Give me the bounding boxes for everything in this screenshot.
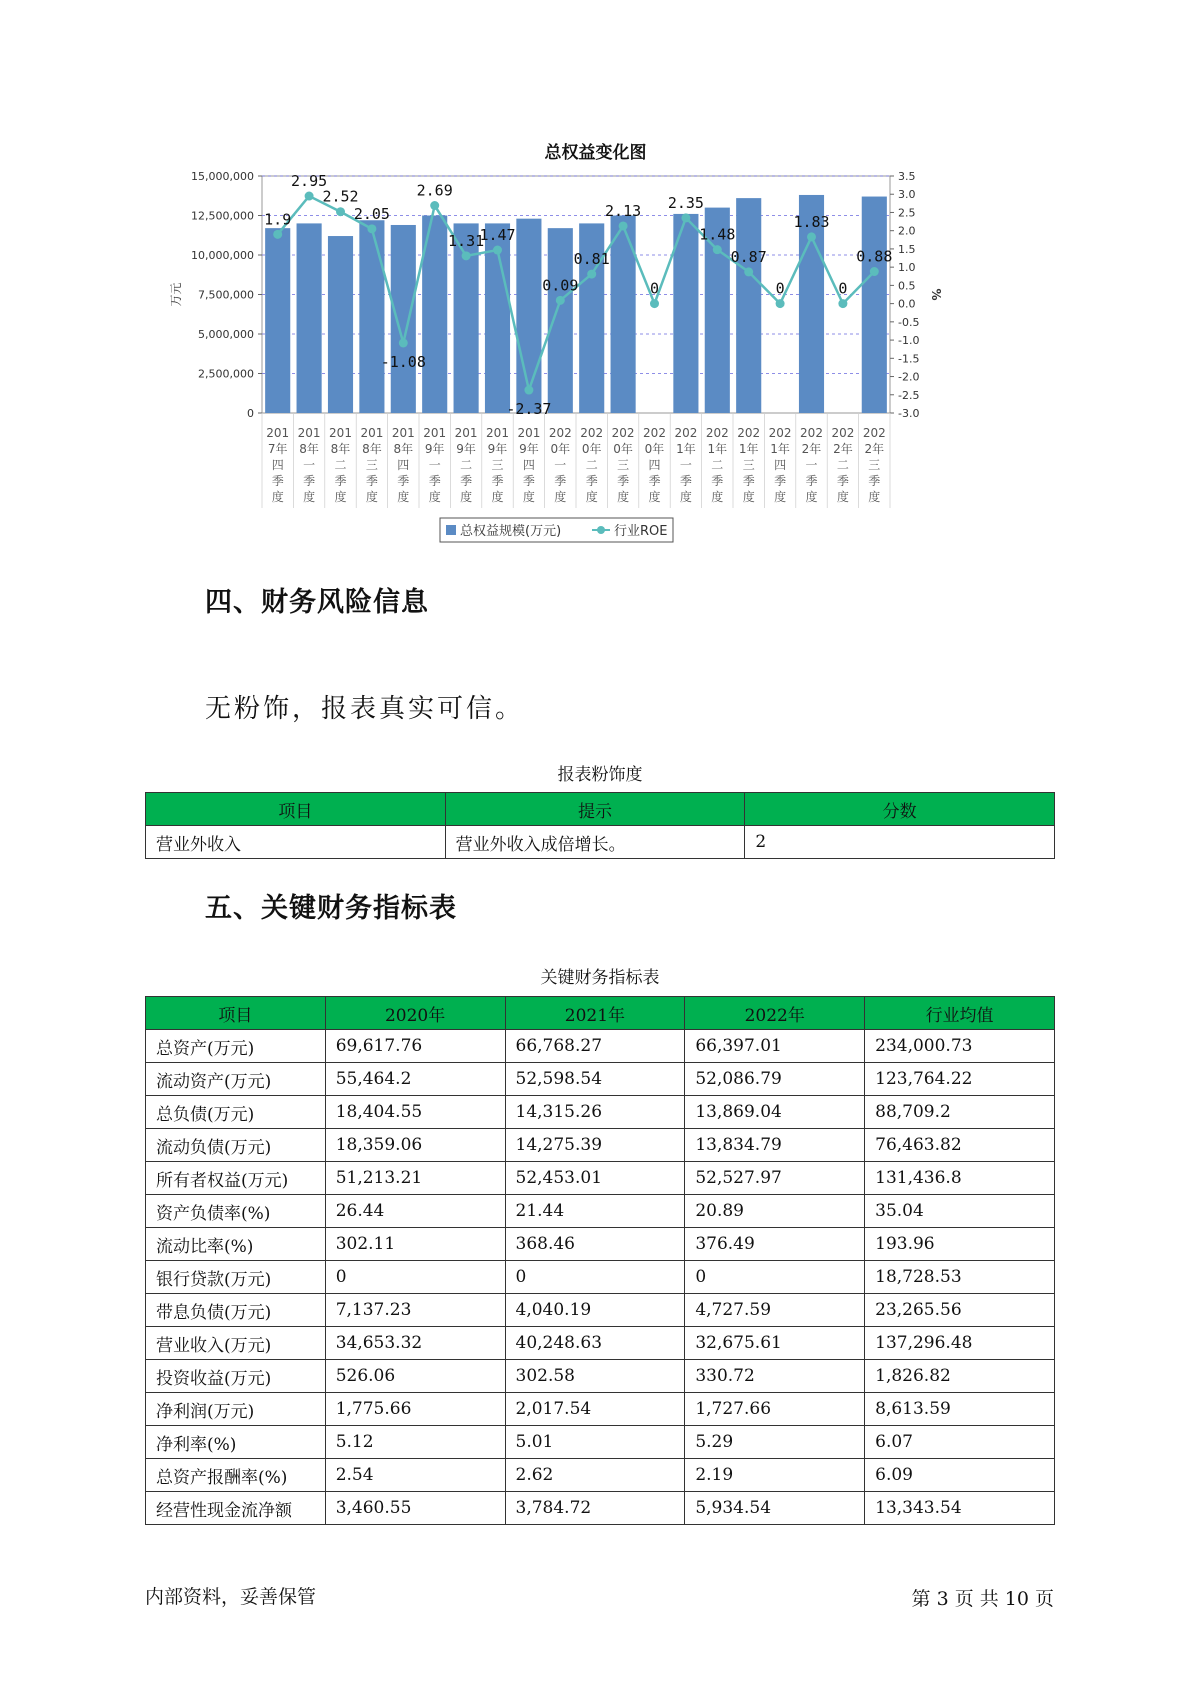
kpi-table-cell: 18,728.53 xyxy=(865,1261,1055,1294)
x-tick-label: 度 xyxy=(460,490,473,504)
x-tick-label: 三 xyxy=(868,458,881,472)
x-tick-label: 202 xyxy=(800,426,823,440)
x-tick-label: 季 xyxy=(522,474,535,488)
roe-point xyxy=(336,207,345,216)
x-tick-label: 202 xyxy=(862,426,886,440)
kpi-table-row xyxy=(146,1030,1055,1063)
x-tick-label: 度 xyxy=(805,490,818,504)
x-tick-label: 9年 xyxy=(487,442,508,456)
roe-data-label: 2.35 xyxy=(667,193,704,212)
x-tick-label: 1年 xyxy=(707,442,728,456)
x-tick-label: 7年 xyxy=(267,442,288,456)
risk-table-row xyxy=(146,826,1055,859)
x-tick-label: 8年 xyxy=(362,442,382,456)
roe-data-label: -1.08 xyxy=(380,352,426,371)
x-tick-label: 0年 xyxy=(613,442,633,456)
x-tick-label: 度 xyxy=(711,490,724,504)
kpi-table-cell: 0 xyxy=(685,1261,865,1294)
x-tick-label: 四 xyxy=(522,458,535,472)
right-tick-label: 2.0 xyxy=(898,224,916,238)
roe-point xyxy=(430,201,439,210)
bar xyxy=(297,223,322,413)
x-tick-label: 201 xyxy=(454,426,478,440)
x-tick-label: 度 xyxy=(648,490,661,504)
bar xyxy=(862,197,887,413)
x-tick-label: 三 xyxy=(491,458,504,472)
kpi-table-header-cell: 2021年 xyxy=(505,997,685,1030)
kpi-table-cell: 18,404.55 xyxy=(325,1096,505,1129)
x-tick-label: 2年 xyxy=(801,442,822,456)
x-tick-label: 8年 xyxy=(330,442,351,456)
kpi-table-cell: 所有者权益(万元) xyxy=(146,1162,326,1195)
kpi-table-cell: 8,613.59 xyxy=(865,1393,1055,1426)
x-tick-label: 度 xyxy=(303,490,316,504)
risk-table-cell: 2 xyxy=(745,826,1055,859)
x-tick-label: 度 xyxy=(522,490,535,504)
x-tick-label: 三 xyxy=(365,458,378,472)
kpi-table-cell: 131,436.8 xyxy=(865,1162,1055,1195)
x-tick-label: 201 xyxy=(266,426,290,440)
kpi-table-header-cell: 2020年 xyxy=(325,997,505,1030)
right-tick-label: 3.5 xyxy=(898,170,916,183)
x-tick-label: 1年 xyxy=(738,442,759,456)
kpi-table-cell: 3,460.55 xyxy=(325,1492,505,1525)
roe-data-label: 0 xyxy=(775,279,785,298)
x-tick-label: 2年 xyxy=(833,442,853,456)
right-tick-label: -0.5 xyxy=(898,315,920,329)
x-tick-label: 季 xyxy=(554,474,567,488)
x-tick-label: 202 xyxy=(611,426,635,440)
roe-data-label: 0.81 xyxy=(573,250,610,269)
kpi-table-cell: 1,826.82 xyxy=(865,1360,1055,1393)
kpi-table-cell: 302.58 xyxy=(505,1360,685,1393)
x-tick-label: 季 xyxy=(334,474,347,488)
x-tick-label: 1年 xyxy=(676,442,696,456)
kpi-table-cell: 18,359.06 xyxy=(325,1129,505,1162)
kpi-table-cell: 6.09 xyxy=(865,1459,1055,1492)
risk-table-caption: 报表粉饰度 xyxy=(557,765,643,785)
left-tick-label: 12,500,000 xyxy=(191,209,254,223)
kpi-table-cell: 13,869.04 xyxy=(685,1096,865,1129)
left-tick-label: 10,000,000 xyxy=(191,249,254,262)
left-tick-label: 15,000,000 xyxy=(191,170,254,183)
kpi-table-cell: 5.01 xyxy=(505,1426,685,1459)
kpi-table-row xyxy=(146,1426,1055,1459)
x-tick-label: 202 xyxy=(705,426,729,440)
x-tick-label: 季 xyxy=(491,474,504,488)
left-tick-label: 5,000,000 xyxy=(198,328,254,341)
x-tick-label: 9年 xyxy=(519,442,539,456)
x-tick-label: 0年 xyxy=(644,442,665,456)
kpi-table-row xyxy=(146,1327,1055,1360)
roe-point xyxy=(776,299,785,308)
kpi-table-cell: 4,040.19 xyxy=(505,1294,685,1327)
risk-table xyxy=(145,792,1055,859)
roe-point xyxy=(462,251,471,260)
roe-data-label: 1.83 xyxy=(793,212,830,231)
risk-table-cell: 营业外收入成倍增长。 xyxy=(445,826,745,859)
bar xyxy=(516,219,541,413)
kpi-table-cell: 52,598.54 xyxy=(505,1063,685,1096)
roe-point xyxy=(713,245,722,254)
x-tick-label: 季 xyxy=(711,474,724,488)
x-tick-label: 四 xyxy=(774,458,787,472)
footer-confidential: 内部资料，妥善保管 xyxy=(145,1586,317,1608)
x-tick-label: 一 xyxy=(679,458,692,472)
section-4-text: 无粉饰，报表真实可信。 xyxy=(205,694,525,724)
x-tick-label: 9年 xyxy=(456,442,476,456)
kpi-table-row xyxy=(146,1261,1055,1294)
roe-point xyxy=(524,386,533,395)
kpi-table-cell: 14,275.39 xyxy=(505,1129,685,1162)
roe-point xyxy=(556,296,565,305)
right-tick-label: 2.5 xyxy=(898,206,916,220)
x-tick-label: 8年 xyxy=(393,442,414,456)
roe-data-label: -2.37 xyxy=(506,400,552,419)
risk-table-cell: 营业外收入 xyxy=(146,826,446,859)
kpi-table-cell: 4,727.59 xyxy=(685,1294,865,1327)
footer-page-number: 第 3 页 共 10 页 xyxy=(911,1588,1054,1610)
roe-data-label: 2.95 xyxy=(291,172,328,191)
kpi-table-cell: 66,397.01 xyxy=(685,1030,865,1063)
x-tick-label: 四 xyxy=(271,458,284,472)
section-5-heading: 五、关键财务指标表 xyxy=(205,893,457,924)
roe-point xyxy=(493,246,502,255)
x-tick-label: 季 xyxy=(742,474,755,488)
risk-table-header-cell: 分数 xyxy=(745,793,1055,826)
x-tick-label: 季 xyxy=(679,474,692,488)
kpi-table-cell: 净利率(%) xyxy=(146,1426,326,1459)
kpi-table-cell: 银行贷款(万元) xyxy=(146,1261,326,1294)
kpi-table-cell: 55,464.2 xyxy=(325,1063,505,1096)
x-tick-label: 201 xyxy=(423,426,447,440)
roe-data-label: 2.05 xyxy=(353,204,390,223)
left-tick-label: 0 xyxy=(247,407,254,420)
roe-data-label: 0.09 xyxy=(542,276,579,295)
kpi-table-header-cell: 2022年 xyxy=(685,997,865,1030)
kpi-table-cell: 21.44 xyxy=(505,1195,685,1228)
left-axis-label: 万元 xyxy=(169,282,183,307)
roe-data-label: 2.52 xyxy=(322,187,359,206)
roe-data-label: 0.88 xyxy=(856,247,893,266)
kpi-table-header-cell: 项目 xyxy=(146,997,326,1030)
kpi-table-cell: 35.04 xyxy=(865,1195,1055,1228)
chart-title: 总权益变化图 xyxy=(544,143,647,163)
legend-line-label: 行业ROE xyxy=(614,524,668,539)
x-tick-label: 度 xyxy=(679,490,692,504)
bar xyxy=(265,228,290,413)
kpi-table-row xyxy=(146,1162,1055,1195)
x-tick-label: 度 xyxy=(774,490,787,504)
kpi-table-cell: 302.11 xyxy=(325,1228,505,1261)
kpi-table-row xyxy=(146,1063,1055,1096)
x-tick-label: 一 xyxy=(554,458,567,472)
x-tick-label: 季 xyxy=(365,474,378,488)
roe-point xyxy=(807,232,816,241)
kpi-table-cell: 234,000.73 xyxy=(865,1030,1055,1063)
kpi-table-row xyxy=(146,1360,1055,1393)
x-tick-label: 0年 xyxy=(550,442,571,456)
kpi-table-cell: 76,463.82 xyxy=(865,1129,1055,1162)
right-tick-label: 1.5 xyxy=(898,242,916,256)
x-tick-label: 季 xyxy=(271,474,284,488)
x-tick-label: 9年 xyxy=(424,442,445,456)
kpi-table-cell: 14,315.26 xyxy=(505,1096,685,1129)
roe-point xyxy=(273,230,282,239)
x-tick-label: 201 xyxy=(517,426,541,440)
x-tick-label: 度 xyxy=(428,490,441,504)
kpi-table-cell: 2.19 xyxy=(685,1459,865,1492)
right-tick-label: -2.0 xyxy=(898,370,920,384)
roe-data-label: 0 xyxy=(838,279,848,298)
roe-data-label: 1.47 xyxy=(479,226,516,245)
kpi-table-cell: 88,709.2 xyxy=(865,1096,1055,1129)
kpi-table-cell: 5,934.54 xyxy=(685,1492,865,1525)
x-tick-label: 季 xyxy=(805,474,818,488)
x-tick-label: 二 xyxy=(836,458,849,472)
roe-point xyxy=(870,267,879,276)
kpi-table-row xyxy=(146,1459,1055,1492)
left-tick-label: 7,500,000 xyxy=(198,288,254,302)
kpi-table-row xyxy=(146,1393,1055,1426)
kpi-table-cell: 376.49 xyxy=(685,1228,865,1261)
x-tick-label: 一 xyxy=(805,458,818,472)
x-tick-label: 202 xyxy=(737,426,761,440)
kpi-table-cell: 2.62 xyxy=(505,1459,685,1492)
kpi-table-caption: 关键财务指标表 xyxy=(540,968,660,988)
x-tick-label: 度 xyxy=(868,490,881,504)
kpi-table-cell: 流动负债(万元) xyxy=(146,1129,326,1162)
x-tick-label: 度 xyxy=(334,490,347,504)
x-tick-label: 季 xyxy=(836,474,849,488)
roe-point xyxy=(744,267,753,276)
kpi-table-row xyxy=(146,1096,1055,1129)
kpi-table-cell: 23,265.56 xyxy=(865,1294,1055,1327)
kpi-table-cell: 69,617.76 xyxy=(325,1030,505,1063)
x-tick-label: 201 xyxy=(486,426,509,440)
kpi-table-cell: 32,675.61 xyxy=(685,1327,865,1360)
x-tick-label: 201 xyxy=(360,426,384,440)
x-tick-label: 度 xyxy=(554,490,567,504)
roe-point xyxy=(838,299,847,308)
x-tick-label: 202 xyxy=(580,426,604,440)
left-tick-label: 2,500,000 xyxy=(198,367,254,381)
right-tick-label: 0.0 xyxy=(898,297,916,311)
x-tick-label: 度 xyxy=(585,490,598,504)
legend-line-marker xyxy=(597,526,605,534)
x-tick-label: 2年 xyxy=(864,442,885,456)
x-tick-label: 202 xyxy=(548,426,572,440)
x-tick-label: 度 xyxy=(271,490,284,504)
x-tick-label: 季 xyxy=(397,474,410,488)
x-tick-label: 度 xyxy=(397,490,410,504)
x-tick-label: 季 xyxy=(303,474,316,488)
kpi-table-cell: 7,137.23 xyxy=(325,1294,505,1327)
kpi-table-cell: 经营性现金流净额 xyxy=(146,1492,326,1525)
x-tick-label: 三 xyxy=(742,458,755,472)
kpi-table-cell: 1,727.66 xyxy=(685,1393,865,1426)
kpi-table-cell: 20.89 xyxy=(685,1195,865,1228)
x-tick-label: 202 xyxy=(674,426,698,440)
right-tick-label: 0.5 xyxy=(898,279,916,293)
x-tick-label: 三 xyxy=(617,458,630,472)
x-tick-label: 202 xyxy=(831,426,855,440)
x-tick-label: 二 xyxy=(585,458,598,472)
bar xyxy=(391,225,416,413)
kpi-table-cell: 13,834.79 xyxy=(685,1129,865,1162)
x-tick-label: 四 xyxy=(648,458,661,472)
kpi-table-cell: 52,527.97 xyxy=(685,1162,865,1195)
kpi-table xyxy=(145,996,1055,1525)
roe-point xyxy=(367,224,376,233)
x-tick-label: 度 xyxy=(742,490,755,504)
kpi-table-header-cell: 行业均值 xyxy=(865,997,1055,1030)
roe-data-label: 1.31 xyxy=(448,231,485,250)
kpi-table-row xyxy=(146,1228,1055,1261)
roe-data-label: 0 xyxy=(649,279,660,298)
right-tick-label: 3.0 xyxy=(898,188,916,202)
kpi-table-cell: 1,775.66 xyxy=(325,1393,505,1426)
kpi-table-cell: 51,213.21 xyxy=(325,1162,505,1195)
kpi-table-cell: 330.72 xyxy=(685,1360,865,1393)
kpi-table-cell: 总资产(万元) xyxy=(146,1030,326,1063)
kpi-table-cell: 投资收益(万元) xyxy=(146,1360,326,1393)
x-tick-label: 1年 xyxy=(770,442,790,456)
x-tick-label: 度 xyxy=(365,490,378,504)
x-tick-label: 202 xyxy=(768,426,792,440)
kpi-table-cell: 66,768.27 xyxy=(505,1030,685,1063)
kpi-table-cell: 137,296.48 xyxy=(865,1327,1055,1360)
kpi-table-cell: 5.12 xyxy=(325,1426,505,1459)
section-4-heading: 四、财务风险信息 xyxy=(205,587,429,618)
x-tick-label: 季 xyxy=(868,474,881,488)
x-tick-label: 二 xyxy=(711,458,724,472)
roe-point xyxy=(619,221,628,230)
roe-point xyxy=(587,270,596,279)
x-tick-label: 度 xyxy=(617,490,630,504)
x-tick-label: 一 xyxy=(303,458,316,472)
right-tick-label: -1.0 xyxy=(898,334,920,348)
kpi-table-cell: 总负债(万元) xyxy=(146,1096,326,1129)
kpi-table-cell: 193.96 xyxy=(865,1228,1055,1261)
x-tick-label: 度 xyxy=(836,490,849,504)
bar xyxy=(548,228,573,413)
x-tick-label: 四 xyxy=(397,458,410,472)
roe-point xyxy=(305,192,314,201)
kpi-table-cell: 526.06 xyxy=(325,1360,505,1393)
x-tick-label: 季 xyxy=(585,474,598,488)
roe-point xyxy=(399,338,408,347)
kpi-table-row xyxy=(146,1195,1055,1228)
x-tick-label: 201 xyxy=(391,426,415,440)
kpi-table-cell: 368.46 xyxy=(505,1228,685,1261)
equity-chart xyxy=(150,168,1050,593)
x-tick-label: 二 xyxy=(460,458,473,472)
risk-table-header-cell: 提示 xyxy=(445,793,745,826)
kpi-table-cell: 6.07 xyxy=(865,1426,1055,1459)
risk-table-header-row xyxy=(146,793,1055,826)
x-tick-label: 8年 xyxy=(299,442,319,456)
roe-point xyxy=(650,299,659,308)
right-tick-label: 1.0 xyxy=(898,261,916,275)
kpi-table-cell: 流动比率(%) xyxy=(146,1228,326,1261)
kpi-table-cell: 营业收入(万元) xyxy=(146,1327,326,1360)
legend-bar-label: 总权益规模(万元) xyxy=(460,524,562,539)
bar xyxy=(359,220,384,413)
kpi-table-cell: 34,653.32 xyxy=(325,1327,505,1360)
x-tick-label: 201 xyxy=(297,426,321,440)
kpi-table-row xyxy=(146,1492,1055,1525)
kpi-table-cell: 0 xyxy=(505,1261,685,1294)
kpi-table-row xyxy=(146,1129,1055,1162)
kpi-table-cell: 52,453.01 xyxy=(505,1162,685,1195)
kpi-table-cell: 0 xyxy=(325,1261,505,1294)
roe-data-label: 1.48 xyxy=(699,225,736,244)
x-tick-label: 季 xyxy=(428,474,441,488)
right-tick-label: -1.5 xyxy=(898,352,920,366)
roe-point xyxy=(681,213,690,222)
roe-data-label: 0.87 xyxy=(730,247,767,266)
x-tick-label: 度 xyxy=(491,490,504,504)
right-tick-label: -2.5 xyxy=(898,388,920,402)
right-axis-label: % xyxy=(929,288,943,301)
kpi-table-cell: 2,017.54 xyxy=(505,1393,685,1426)
x-tick-label: 201 xyxy=(329,426,352,440)
legend-bar-swatch xyxy=(446,525,456,535)
x-tick-label: 202 xyxy=(643,426,666,440)
kpi-table-cell: 2.54 xyxy=(325,1459,505,1492)
roe-data-label: 2.69 xyxy=(416,181,453,200)
roe-data-label: 1.9 xyxy=(264,210,292,229)
kpi-table-cell: 13,343.54 xyxy=(865,1492,1055,1525)
x-tick-label: 一 xyxy=(428,458,441,472)
bar xyxy=(736,198,761,413)
kpi-table-cell: 123,764.22 xyxy=(865,1063,1055,1096)
x-tick-label: 0年 xyxy=(581,442,602,456)
kpi-table-cell: 总资产报酬率(%) xyxy=(146,1459,326,1492)
kpi-table-cell: 净利润(万元) xyxy=(146,1393,326,1426)
x-tick-label: 季 xyxy=(617,474,630,488)
x-tick-label: 季 xyxy=(648,474,661,488)
bar xyxy=(328,236,353,413)
kpi-table-row xyxy=(146,1294,1055,1327)
kpi-table-cell: 52,086.79 xyxy=(685,1063,865,1096)
x-tick-label: 季 xyxy=(460,474,473,488)
kpi-table-cell: 5.29 xyxy=(685,1426,865,1459)
x-tick-label: 季 xyxy=(774,474,787,488)
right-tick-label: -3.0 xyxy=(898,407,920,420)
roe-data-label: 2.13 xyxy=(605,201,642,220)
risk-table-header-cell: 项目 xyxy=(146,793,446,826)
x-tick-label: 二 xyxy=(334,458,347,472)
kpi-table-cell: 26.44 xyxy=(325,1195,505,1228)
kpi-table-header-row xyxy=(146,997,1055,1030)
kpi-table-cell: 资产负债率(%) xyxy=(146,1195,326,1228)
kpi-table-cell: 40,248.63 xyxy=(505,1327,685,1360)
kpi-table-cell: 流动资产(万元) xyxy=(146,1063,326,1096)
kpi-table-cell: 带息负债(万元) xyxy=(146,1294,326,1327)
kpi-table-cell: 3,784.72 xyxy=(505,1492,685,1525)
